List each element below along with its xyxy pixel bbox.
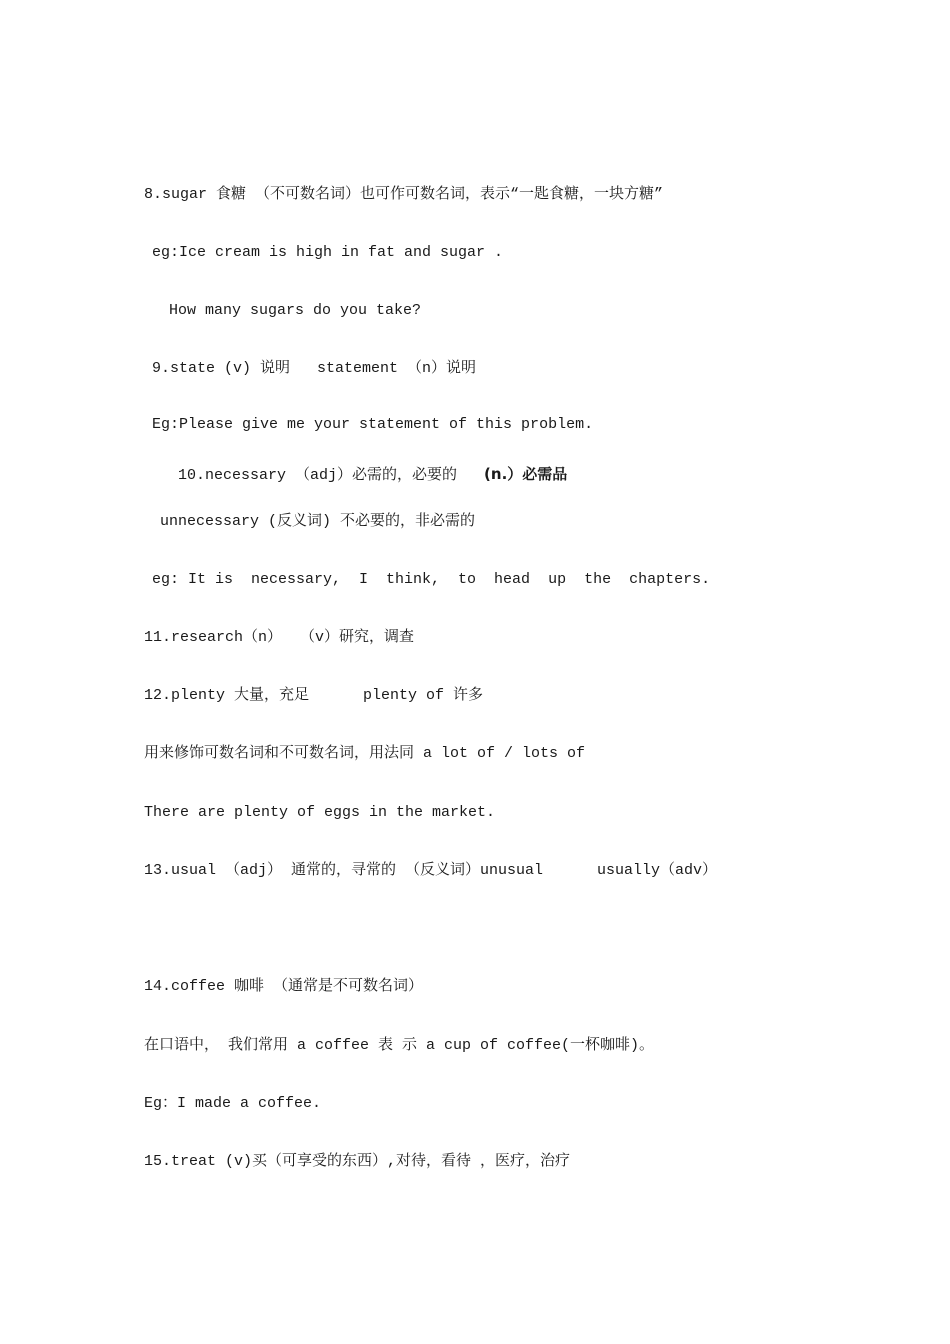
entry-9-example: Eg:Please give me your statement of this problem.	[152, 416, 594, 433]
entry-12-example: There are plenty of eggs in the market.	[144, 804, 496, 821]
entry-8-example-1: eg:Ice cream is high in fat and sugar .	[152, 244, 504, 261]
entry-14-example: Eg：I made a coffee.	[144, 1095, 322, 1112]
entry-12-usage-note: 用来修饰可数名词和不可数名词，用法同 a lot of / lots of	[144, 745, 586, 762]
entry-15-treat-heading: 15.treat (v)买（可享受的东西）,对待，看待 ，医疗，治疗	[144, 1153, 571, 1170]
entry-10-antonym: unnecessary (反义词) 不必要的，非必需的	[160, 513, 476, 530]
entry-8-sugar-heading: 8.sugar 食糖 （不可数名词）也可作可数名词，表示“一匙食糖，一块方糖”	[144, 186, 664, 203]
entry-10-example: eg: It is necessary, I think, to head up the chapters.	[152, 571, 711, 588]
entry-14-usage-note: 在口语中， 我们常用 a coffee 表 示 a cup of coffee(一杯咖啡)。	[144, 1037, 655, 1054]
entry-14-coffee-heading: 14.coffee 咖啡 （通常是不可数名词）	[144, 978, 424, 995]
entry-12-plenty-heading: 12.plenty 大量，充足 plenty of 许多	[144, 687, 484, 704]
entry-10-necessary-heading	[178, 464, 567, 486]
entry-8-example-2: How many sugars do you take?	[169, 302, 422, 319]
entry-10-noun-definition: (n.）必需品	[484, 465, 568, 483]
entry-11-research-heading: 11.research（n） （v）研究，调查	[144, 629, 415, 646]
entry-13-usual-heading: 13.usual （adj） 通常的，寻常的 （反义词）unusual usually（adv）	[144, 862, 718, 879]
entry-10-definition: 10.necessary （adj）必需的，必要的	[178, 467, 485, 484]
entry-9-state-heading: 9.state (v) 说明 statement （n）说明	[152, 360, 477, 377]
